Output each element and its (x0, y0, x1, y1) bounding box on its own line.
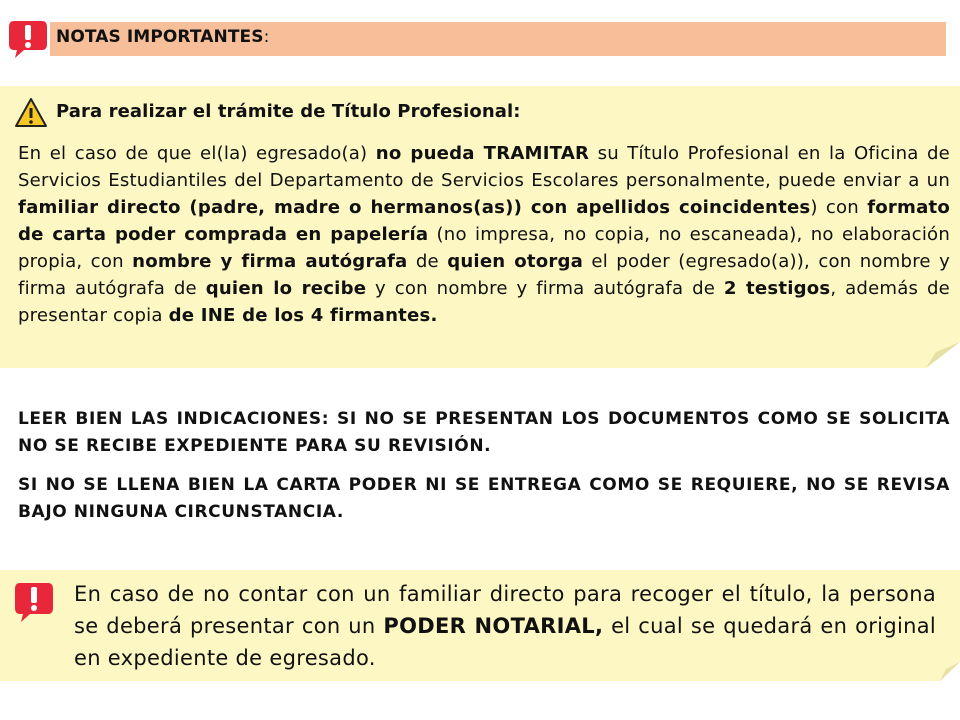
bold-text-segment: no pueda TRAMITAR (375, 143, 590, 164)
bold-text-segment: familiar directo (padre, madre o hermanos(as)) con apellidos coincidentes (18, 197, 811, 218)
bold-text-segment: quien otorga (447, 251, 584, 272)
bold-text-segment: quien lo recibe (205, 278, 367, 299)
text-segment: el cual se quedará en original en expediente de egresado. (74, 614, 936, 670)
page-fold-corner (926, 342, 960, 368)
bold-text-segment: 2 testigos (723, 278, 831, 299)
text-segment: , además de presentar copia (18, 278, 951, 326)
exclamation-speech-bubble-icon (12, 580, 54, 624)
text-segment: En caso de no contar con un familiar directo para recoger el título, la persona se deberá presentar con un (74, 582, 936, 638)
bold-text-segment: nombre y firma autógrafa (132, 251, 408, 272)
bold-text-segment: PODER NOTARIAL, (383, 614, 604, 638)
notes-header-colon: : (263, 27, 270, 47)
text-segment: En el caso de que el(la) egresado(a) (18, 143, 376, 164)
text-segment: el poder (egresado(a)), con nombre y firma autógrafa de (18, 251, 951, 299)
notes-header-title: NOTAS IMPORTANTES (56, 27, 264, 47)
page-fold-corner (940, 662, 960, 681)
text-segment: ) con (810, 197, 868, 218)
text-segment: y con nombre y firma autógrafa de (366, 278, 724, 299)
instructions-warning: LEER BIEN LAS INDICACIONES: SI NO SE PRESENTAN LOS DOCUMENTOS COMO SE SOLICITA NO SE RECIBE EXPEDIENTE PARA SU REVISIÓN. (18, 409, 950, 456)
exclamation-speech-bubble-icon (6, 18, 48, 60)
text-segment: (no impresa, no copia, no escaneada), no elaboración propia, con (18, 224, 950, 272)
procedure-note-body (18, 140, 950, 329)
text-segment: su Título Profesional en la Oficina de Servicios Estudiantiles del Departamento de Servicios Escolares personalmente, puede enviar a un (18, 143, 950, 191)
bold-text-segment: formato de carta poder comprada en papelería (18, 197, 950, 245)
power-letter-warning: SI NO SE LLENA BIEN LA CARTA PODER NI SE ENTREGA COMO SE REQUIERE, NO SE REVISA BAJO NINGUNA CIRCUNSTANCIA. (18, 475, 950, 522)
warning-triangle-icon (14, 97, 48, 129)
notes-header-bar (50, 22, 946, 56)
notarial-power-note-text (74, 578, 936, 674)
text-segment: de (407, 251, 448, 272)
procedure-note-title: Para realizar el trámite de Título Profesional: (56, 101, 521, 122)
bold-text-segment: de INE de los 4 firmantes. (168, 305, 438, 326)
